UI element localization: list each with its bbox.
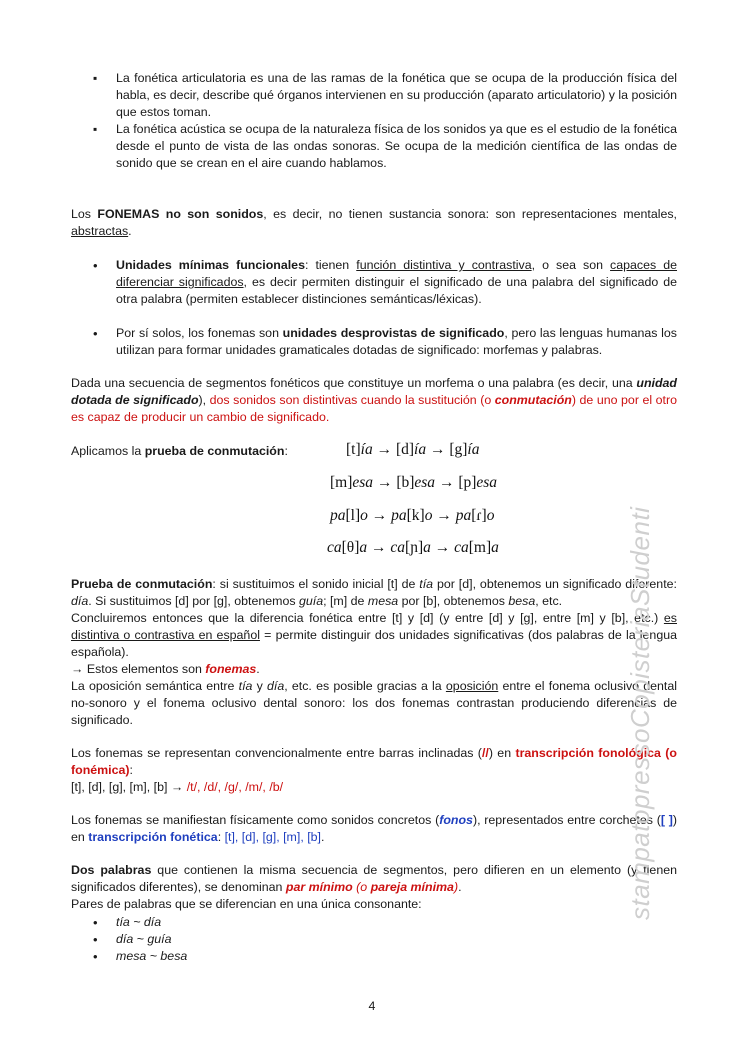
formula-part: ía: [414, 441, 427, 458]
formula-line: [330, 474, 497, 491]
list-item: ▪ La fonética articulatoria es una de las ramas de la fonética que se ocupa de la producción física del habla, es decir, describe qué órganos intervienen en su producción (aparato articulatorio) y la posición que estos toman.: [71, 70, 677, 121]
formula-part: esa: [352, 474, 374, 491]
list-item: ▪ La fonética acústica se ocupa de la naturaleza física de los sonidos ya que es el estudio de la fonética desde el punto de vista de las ondas sonoras. Se ocupa de la medición científica de las ondas de sonido que se crean en el aire cuando hablamos.: [71, 121, 677, 172]
formula-part: [ɾ]: [471, 507, 487, 524]
phonetics-branches-list: [71, 70, 677, 172]
formula-part: [k]: [406, 507, 425, 524]
list-item: • mesa ~ besa: [71, 948, 677, 965]
pares-label: Pares de palabras que se diferencian en una única consonante:: [71, 897, 422, 911]
formula-part: o: [486, 507, 495, 524]
pares-list: [71, 914, 677, 965]
formula-part: [ɲ]: [405, 539, 424, 556]
unidades-list: [71, 257, 677, 308]
formula-part: o: [360, 507, 368, 524]
formula-part: → [g]: [426, 441, 468, 458]
secuencia-paragraph: Dada una secuencia de segmentos fonéticos que constituye un morfema o una palabra (es decir, una unidad dotada de significado), dos sonidos son distintivas cuando la sustitución (o conmutación) de uno por el otro es capaz de producir un cambio de significado.: [71, 376, 677, 424]
formula-part: ca: [454, 539, 469, 556]
formula-part: [m]: [468, 539, 492, 556]
fonemas-intro-paragraph: Los FONEMAS no son sonidos, es decir, no tienen sustancia sonora: son representaciones mentales, abstractas.: [71, 207, 678, 238]
formula-part: a: [359, 539, 368, 556]
porsi-list: [71, 325, 677, 359]
formula-part: [t]: [346, 441, 361, 458]
formula-part: [θ]: [341, 539, 360, 556]
formula-line: [327, 539, 499, 556]
formula-part: o: [424, 507, 433, 524]
par-minimo-paragraph: Dos palabras que contienen la misma secuencia de segmentos, pero difieren en un elemento (y tienen significados diferentes), se denominan par mínimo (o pareja mínima). Pares de palabras que se diferencian en una única consonante:: [71, 863, 677, 911]
formula-part: →: [367, 507, 392, 524]
prueba-paragraph: Prueba de conmutación: si sustituimos el sonido inicial [t] de tía por [d], obtenemos un significado diferente: día. Si sustituimos [d] por [g], obtenemos guía; [m] de mesa por [b], obtenemos besa, etc. Concluiremos entonces que la diferencia fonética entre [t] y [d] (y entre [d] y [g], entre [m] y [b], etc.) es distintiva o contrastiva en español = permite distinguir dos unidades significativas (dos palabras de la lengua española). → Estos elementos son fonemas. La oposición semántica entre tía y día, etc. es posible gracias a la oposición entre el fonema oclusivo dental no-sonoro y el fonema oclusivo dental sonoro: los dos fonemas contrastan produciendo diferencias de significado.: [71, 577, 677, 727]
formula-part: ía: [360, 441, 373, 458]
formula-part: a: [491, 539, 499, 556]
formula-line: [330, 507, 494, 524]
fonos-paragraph: Los fonemas se manifiestan físicamente como sonidos concretos (fonos), representados entre corchetes ([ ]) en transcripción fonética: [t], [d], [g], [m], [b].: [71, 813, 678, 844]
formula-part: → [p]: [435, 474, 477, 491]
formula-part: esa: [414, 474, 436, 491]
list-item: • Por sí solos, los fonemas son unidades desprovistas de significado, pero las lenguas humanas los utilizan para formar unidades gramaticales dotadas de significado: morfemas y palabras.: [71, 325, 677, 359]
list-item: • día ~ guía: [71, 931, 677, 948]
formula-part: ía: [467, 441, 480, 458]
formula-part: ca: [390, 539, 406, 556]
formula-line: [346, 441, 479, 458]
formula-part: →: [430, 539, 455, 556]
formula-part: [l]: [345, 507, 361, 524]
formula-part: [m]: [330, 474, 353, 491]
formula-part: → [d]: [372, 441, 415, 458]
page-number: 4: [368, 999, 376, 1013]
formula-part: a: [423, 539, 431, 556]
prueba-label: Aplicamos la prueba de conmutación:: [71, 444, 288, 458]
formula-part: →: [367, 539, 391, 556]
formula-part: →: [432, 507, 456, 524]
formula-part: esa: [476, 474, 498, 491]
list-item: • Unidades mínimas funcionales: tienen función distintiva y contrastiva, o sea son capaces de diferenciar significados, es decir permiten distinguir el significado de una palabra del significado de otra palabra (permiten establecer distinciones semánticas/léxicas).: [71, 257, 677, 308]
formula-part: pa: [330, 507, 346, 524]
formula-part: → [b]: [373, 474, 415, 491]
list-item: • tía ~ día: [71, 914, 677, 931]
formula-part: pa: [455, 507, 472, 524]
formula-part: ca: [327, 539, 342, 556]
watermark: stampatopressoCopisteriaStudenti: [625, 506, 655, 920]
representan-paragraph: Los fonemas se representan convencionalmente entre barras inclinadas (//) en transcripción fonológica (o fonémica): [t], [d], [g], [m], [b] → /t/, /d/, /g/, /m/, /b/: [71, 746, 677, 794]
formula-part: pa: [391, 507, 407, 524]
